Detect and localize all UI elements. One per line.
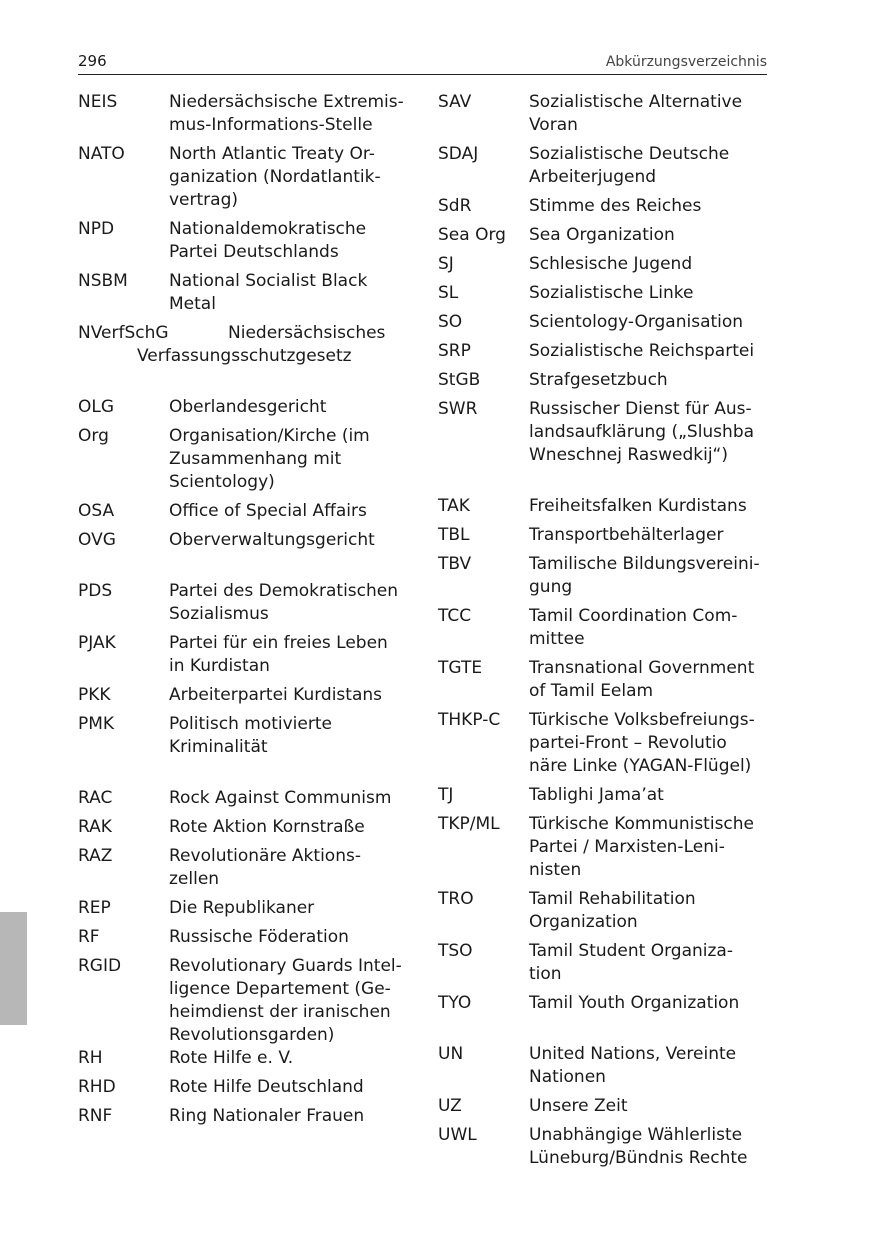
abbreviation-term: UN [438,1044,464,1064]
abbreviation-term: PMK [78,714,115,734]
abbreviation-term: RNF [78,1106,113,1126]
abbreviation-entry [438,1095,768,1118]
abbreviation-meaning: Arbeiterpartei Kurdistans [169,685,383,705]
abbreviation-entry [78,322,418,368]
abbreviation-entry [438,224,768,247]
abbreviation-term: OSA [78,501,115,521]
abbreviation-term: TBL [438,525,470,545]
abbreviation-entry [438,524,768,547]
abbreviation-entry [78,1105,418,1128]
abbreviation-list-left [78,91,418,1134]
abbreviation-entry [78,897,418,920]
abbreviation-entry [438,784,768,807]
abbreviation-term: SDAJ [438,144,479,164]
abbreviation-term: NVerfSchG [78,323,169,343]
abbreviation-term: SJ [438,254,454,274]
abbreviation-entry [78,218,418,264]
abbreviation-meaning: Tamil Youth Organization [529,993,740,1013]
abbreviation-meaning: Strafgesetzbuch [529,370,668,390]
abbreviation-entry [78,926,418,949]
abbreviation-entry [438,553,768,599]
abbreviation-meaning: Organisation/Kirche (im Zusammenhang mit Scientology) [169,426,370,492]
abbreviation-meaning: Tablighi Jama’at [529,785,664,805]
abbreviation-term: RHD [78,1077,116,1097]
running-header [78,52,767,75]
abbreviation-term: UWL [438,1125,477,1145]
abbreviation-meaning: Transportbehälterlager [529,525,724,545]
abbreviation-term: TCC [438,606,472,626]
abbreviation-term: THKP-C [438,710,501,730]
abbreviation-meaning: Sozialistische Linke [529,283,694,303]
abbreviation-entry [438,143,768,189]
abbreviation-meaning: Sozialistische Alternative Voran [529,92,743,135]
abbreviation-entry [78,1076,418,1099]
abbreviation-meaning: Schlesische Jugend [529,254,693,274]
abbreviation-term: RF [78,927,100,947]
abbreviation-meaning: Revolutionäre Aktions- zellen [169,846,361,889]
abbreviation-entry [438,91,768,137]
abbreviation-entry [78,816,418,839]
abbreviation-entry [438,369,768,392]
abbreviation-entry [78,500,418,523]
abbreviation-term: Sea Org [438,225,506,245]
abbreviation-term: NSBM [78,271,128,291]
abbreviation-entry [78,1047,418,1070]
abbreviation-meaning: Partei des Demokratischen Sozialismus [169,581,399,624]
abbreviation-term: PDS [78,581,113,601]
abbreviation-entry [438,253,768,276]
abbreviation-term: OVG [78,530,116,550]
abbreviation-term: OLG [78,397,115,417]
abbreviation-term: UZ [438,1096,462,1116]
abbreviation-meaning: Die Republikaner [169,898,315,918]
abbreviation-entry [78,787,418,810]
abbreviation-term: SWR [438,399,478,419]
abbreviation-entry [78,845,418,891]
abbreviation-meaning: Sozialistische Reichspartei [529,341,755,361]
abbreviation-meaning: Tamil Rehabilitation Organization [529,889,696,932]
abbreviation-term: RH [78,1048,103,1068]
abbreviation-meaning: Stimme des Reiches [529,196,702,216]
abbreviation-term: TSO [438,941,473,961]
abbreviation-meaning: Russische Föderation [169,927,349,947]
abbreviation-meaning: Tamil Student Organiza- tion [529,941,733,984]
abbreviation-term: SdR [438,196,472,216]
abbreviation-term: SL [438,283,459,303]
abbreviation-meaning: Ring Nationaler Frauen [169,1106,365,1126]
abbreviation-meaning: Rote Hilfe Deutschland [169,1077,364,1097]
running-title: Abkürzungsverzeichnis [605,54,767,70]
page-number: 296 [78,52,107,70]
abbreviation-entry [78,955,418,1047]
abbreviation-entry [78,684,418,707]
abbreviation-meaning: Politisch motivierte Kriminalität [169,714,332,757]
abbreviation-entry [78,580,418,626]
abbreviation-meaning: Nationaldemokratische Partei Deutschlands [169,219,367,262]
abbreviation-meaning: Transnational Government of Tamil Eelam [529,658,755,701]
abbreviation-meaning: Rote Aktion Kornstraße [169,817,365,837]
abbreviation-entry [78,529,418,552]
abbreviation-meaning: Türkische Kommunistische Partei / Marxisten-Leni- nisten [529,814,755,880]
abbreviation-meaning: Niedersächsische Extremis- mus-Informations-Stelle [169,92,404,135]
abbreviation-entry [438,813,768,882]
abbreviation-meaning: Sozialistische Deutsche Arbeiterjugend [529,144,730,187]
abbreviation-term: PKK [78,685,111,705]
abbreviation-term: NPD [78,219,115,239]
abbreviation-entry [438,398,768,467]
abbreviation-term: NATO [78,144,125,164]
abbreviation-meaning: National Socialist Black Metal [169,271,368,314]
abbreviation-entry [438,888,768,934]
abbreviation-meaning: Unsere Zeit [529,1096,628,1116]
thumb-index-tab [0,912,27,1025]
abbreviation-term: StGB [438,370,481,390]
abbreviation-term: RAK [78,817,112,837]
abbreviation-term: TAK [438,496,470,516]
abbreviation-entry [78,91,418,137]
abbreviation-entry [438,1124,768,1170]
abbreviation-entry [438,605,768,651]
abbreviation-term: SAV [438,92,472,112]
abbreviation-entry [438,1043,768,1089]
abbreviation-term: SO [438,312,463,332]
abbreviation-entry [78,396,418,419]
abbreviation-meaning: Scientology-Organisation [529,312,744,332]
abbreviation-entry [438,195,768,218]
abbreviation-meaning: North Atlantic Treaty Or- ganization (Nordatlantik- vertrag) [169,144,381,210]
abbreviation-entry [438,940,768,986]
abbreviation-meaning: Rote Hilfe e. V. [169,1048,294,1068]
abbreviation-term: TRO [438,889,474,909]
abbreviation-entry [438,311,768,334]
abbreviation-term: TBV [438,554,472,574]
abbreviation-entry [78,270,418,316]
abbreviation-term: RAZ [78,846,113,866]
abbreviation-entry [438,495,768,518]
abbreviation-meaning: United Nations, Vereinte Nationen [529,1044,737,1087]
abbreviation-entry [78,425,418,494]
abbreviation-entry [78,143,418,212]
abbreviation-meaning: Office of Special Affairs [169,501,367,521]
abbreviation-meaning: Unabhängige Wählerliste Lüneburg/Bündnis Rechte [529,1125,748,1168]
abbreviation-meaning: Freiheitsfalken Kurdistans [529,496,747,516]
abbreviation-meaning: Niedersächsisches Verfassungsschutzgesetz [137,323,386,366]
abbreviation-term: Org [78,426,109,446]
abbreviation-entry [438,340,768,363]
abbreviation-meaning: Russischer Dienst für Aus- landsaufklärung („Slushba Wneschnej Raswedkij“) [529,399,755,465]
abbreviation-meaning: Sea Organization [529,225,675,245]
abbreviation-list-right [438,91,768,1176]
abbreviation-meaning: Tamilische Bildungsvereini- gung [529,554,760,597]
abbreviation-term: SRP [438,341,471,361]
abbreviation-entry [78,713,418,759]
abbreviation-entry [438,657,768,703]
abbreviation-term: RAC [78,788,113,808]
abbreviation-term: NEIS [78,92,118,112]
abbreviation-meaning: Türkische Volksbefreiungs- partei-Front – Revolutio näre Linke (YAGAN-Flügel) [529,710,755,776]
abbreviation-meaning: Partei für ein freies Leben in Kurdistan [169,633,388,676]
abbreviation-meaning: Oberlandesgericht [169,397,327,417]
abbreviation-entry [78,632,418,678]
abbreviation-entry [438,709,768,778]
abbreviation-term: PJAK [78,633,116,653]
abbreviation-entry [438,992,768,1015]
abbreviation-term: TYO [438,993,472,1013]
abbreviation-term: TJ [438,785,454,805]
abbreviation-term: TGTE [438,658,483,678]
abbreviation-entry [438,282,768,305]
abbreviation-meaning: Tamil Coordination Com- mittee [529,606,738,649]
abbreviation-meaning: Rock Against Communism [169,788,392,808]
abbreviation-term: REP [78,898,111,918]
abbreviation-term: RGID [78,956,122,976]
abbreviation-meaning: Revolutionary Guards Intel- ligence Departement (Ge- heimdienst der iranischen Revolutionsgarden) [169,956,402,1045]
abbreviation-term: TKP/ML [438,814,500,834]
abbreviation-meaning: Oberverwaltungsgericht [169,530,375,550]
